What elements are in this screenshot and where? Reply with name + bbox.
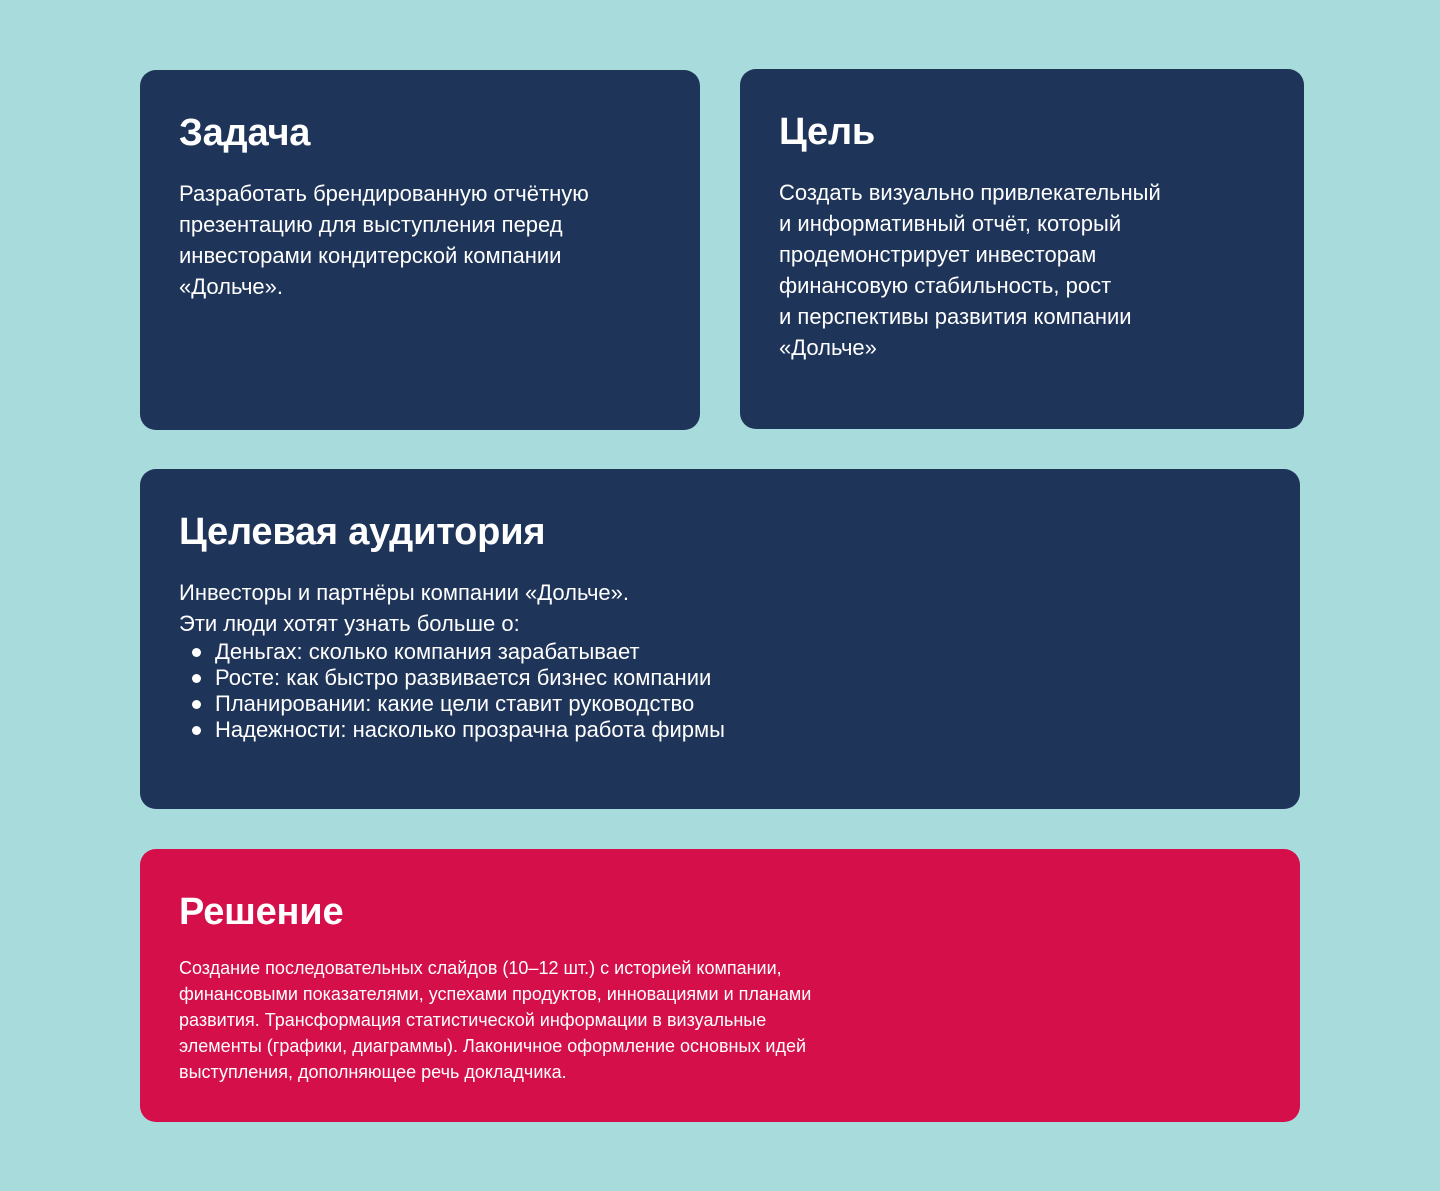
goal-title: Цель <box>779 111 876 153</box>
audience-list-item <box>179 665 1261 691</box>
audience-intro <box>179 577 1261 639</box>
bullet-icon <box>192 726 201 735</box>
audience-title: Целевая аудитория <box>179 511 546 553</box>
solution-card <box>140 849 1300 1122</box>
audience-item-text: Росте: как быстро развивается бизнес компании <box>215 665 712 690</box>
audience-list-item <box>179 639 1261 665</box>
task-title: Задача <box>179 112 311 154</box>
task-text: Разработать брендированную отчётную презентацию для выступления перед инвесторами кондитерской компании «Дольче». <box>179 181 589 299</box>
audience-list-item <box>179 717 1261 743</box>
bullet-icon <box>192 700 201 709</box>
audience-intro-line: Эти люди хотят узнать больше о: <box>179 611 520 636</box>
audience-item-text: Надежности: насколько прозрачна работа фирмы <box>215 717 725 742</box>
solution-text: Создание последовательных слайдов (10–12 шт.) с историей компании, финансовыми показателями, успехами продуктов, инновациями и планами развития. Трансформация статистической информации в визуальные элементы (графики, диаграммы). Лаконичное оформление основных идей выступления, дополняющее речь докладчика. <box>179 958 812 1082</box>
solution-title: Решение <box>179 891 344 933</box>
audience-card <box>140 469 1300 809</box>
task-card <box>140 70 700 430</box>
audience-intro-line: Инвесторы и партнёры компании «Дольче». <box>179 580 630 605</box>
bullet-icon <box>192 674 201 683</box>
audience-list <box>179 639 1261 743</box>
audience-item-text: Деньгах: сколько компания зарабатывает <box>215 639 640 664</box>
goal-card <box>740 69 1304 429</box>
goal-text: Создать визуально привлекательный и информативный отчёт, который продемонстрирует инвесторам финансовую стабильность, рост и перспективы развития компании «Дольче» <box>779 180 1161 360</box>
bullet-icon <box>192 648 201 657</box>
audience-item-text: Планировании: какие цели ставит руководство <box>215 691 695 716</box>
audience-list-item <box>179 691 1261 717</box>
